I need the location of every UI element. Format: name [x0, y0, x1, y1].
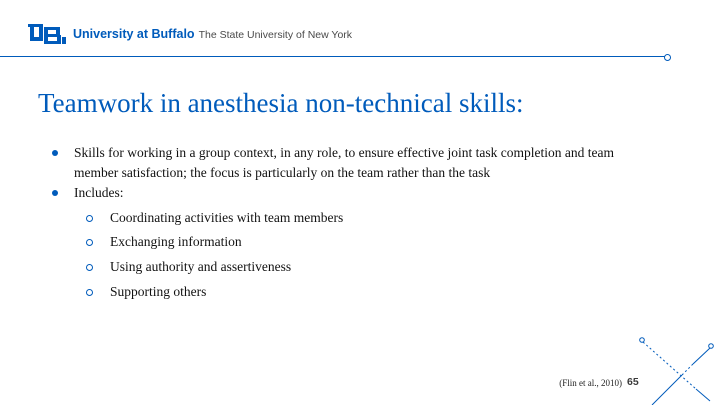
page-number: 65 [627, 376, 639, 388]
bullet-text: Includes: [74, 185, 124, 200]
university-name: University at Buffalo [73, 26, 195, 41]
bullet-text: Skills for working in a group context, in any role, to ensure effective joint task completion and team member satisfaction; the focus is particularly on the team rather than the task [74, 145, 614, 180]
sub-bullet-item [110, 208, 630, 228]
hollow-circle-bullet [86, 215, 93, 222]
sub-bullet-text: Coordinating activities with team members [110, 210, 344, 225]
bullet-item [74, 183, 634, 203]
sub-bullet-item [110, 232, 630, 252]
sub-bullet-text: Exchanging information [110, 234, 242, 249]
sub-bullet-text: Using authority and assertiveness [110, 259, 292, 274]
sub-bullet-item [110, 257, 630, 277]
university-subtitle: The State University of New York [198, 28, 353, 41]
hollow-circle-bullet [86, 239, 93, 246]
crossed-dotted-lines-decoration [630, 326, 720, 405]
hollow-circle-bullet [86, 264, 93, 271]
filled-circle-bullet [52, 150, 58, 156]
filled-circle-bullet [52, 190, 58, 196]
slide-title: Teamwork in anesthesia non-technical skills: [38, 88, 524, 118]
sub-bullet-item [110, 282, 630, 302]
hollow-circle-bullet [86, 289, 93, 296]
sub-bullet-text: Supporting others [110, 284, 207, 299]
bullet-item [74, 143, 634, 182]
citation: (Flin et al., 2010) [559, 378, 622, 388]
